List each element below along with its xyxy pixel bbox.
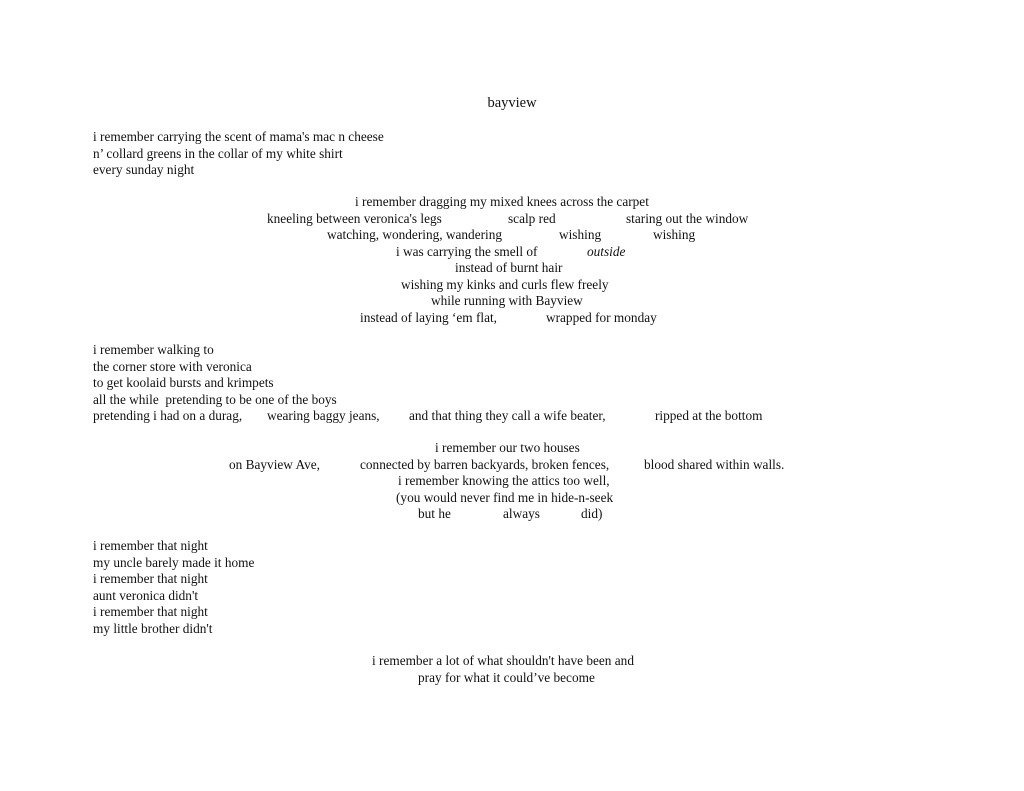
- poem-fragment: staring out the window: [626, 210, 749, 226]
- poem-fragment: and that thing they call a wife beater,: [409, 408, 606, 423]
- poem-line: pray for what it could’ve become: [418, 669, 595, 685]
- poem-line: all the while pretending to be one of the boys: [93, 391, 337, 407]
- poem-fragment: scalp red: [508, 210, 556, 226]
- poem-line: the corner store with veronica: [93, 358, 252, 374]
- poem-line: i remember knowing the attics too well,: [398, 473, 610, 488]
- poem-line: instead of burnt hair: [455, 260, 563, 275]
- poem-fragment: i was carrying the smell of: [396, 243, 538, 259]
- poem-fragment: wearing baggy jeans,: [267, 408, 380, 423]
- poem-fragment: pretending i had on a durag,: [93, 408, 243, 423]
- poem-fragment: but he: [418, 506, 451, 521]
- poem-line: to get koolaid bursts and krimpets: [93, 375, 274, 390]
- poem-line: i remember our two houses: [435, 440, 580, 455]
- poem-line: i remember carrying the scent of mama's mac n cheese: [93, 129, 384, 144]
- poem-fragment: watching, wondering, wandering: [327, 227, 503, 242]
- poem-line: my uncle barely made it home: [93, 554, 255, 570]
- poem-fragment: kneeling between veronica's legs: [267, 210, 442, 226]
- poem-fragment: wrapped for monday: [546, 309, 657, 325]
- poem-fragment: did): [581, 506, 603, 521]
- poem-line: while running with Bayview: [431, 293, 583, 308]
- poem-line: every sunday night: [93, 162, 195, 177]
- poem-fragment-italic: outside: [587, 243, 626, 259]
- poem-line: (you would never find me in hide-n-seek: [396, 489, 614, 505]
- poem-title: bayview: [487, 95, 537, 111]
- poem-fragment: connected by barren backyards, broken fences,: [360, 456, 610, 472]
- poem-line: aunt veronica didn't: [93, 587, 199, 603]
- poem-fragment: on Bayview Ave,: [229, 456, 320, 472]
- poem-fragment: wishing: [653, 227, 696, 242]
- poem-fragment: wishing: [559, 227, 602, 242]
- poem-fragment: instead of laying ‘em flat,: [360, 309, 497, 325]
- poem-line: i remember that night: [93, 604, 208, 619]
- poem-fragment: ripped at the bottom: [655, 408, 763, 423]
- poem-fragment: always: [503, 506, 540, 521]
- poem-fragment: blood shared within walls.: [644, 456, 785, 472]
- poem-line: wishing my kinks and curls flew freely: [401, 276, 609, 292]
- poem-line: n’ collard greens in the collar of my white shirt: [93, 145, 343, 161]
- poem-line: my little brother didn't: [93, 620, 213, 636]
- poem-line: i remember walking to: [93, 342, 214, 357]
- poem-line: i remember that night: [93, 538, 208, 553]
- poem-line: i remember a lot of what shouldn't have been and: [372, 653, 634, 668]
- poem-line: i remember dragging my mixed knees across the carpet: [355, 194, 649, 209]
- poem-line: i remember that night: [93, 571, 208, 586]
